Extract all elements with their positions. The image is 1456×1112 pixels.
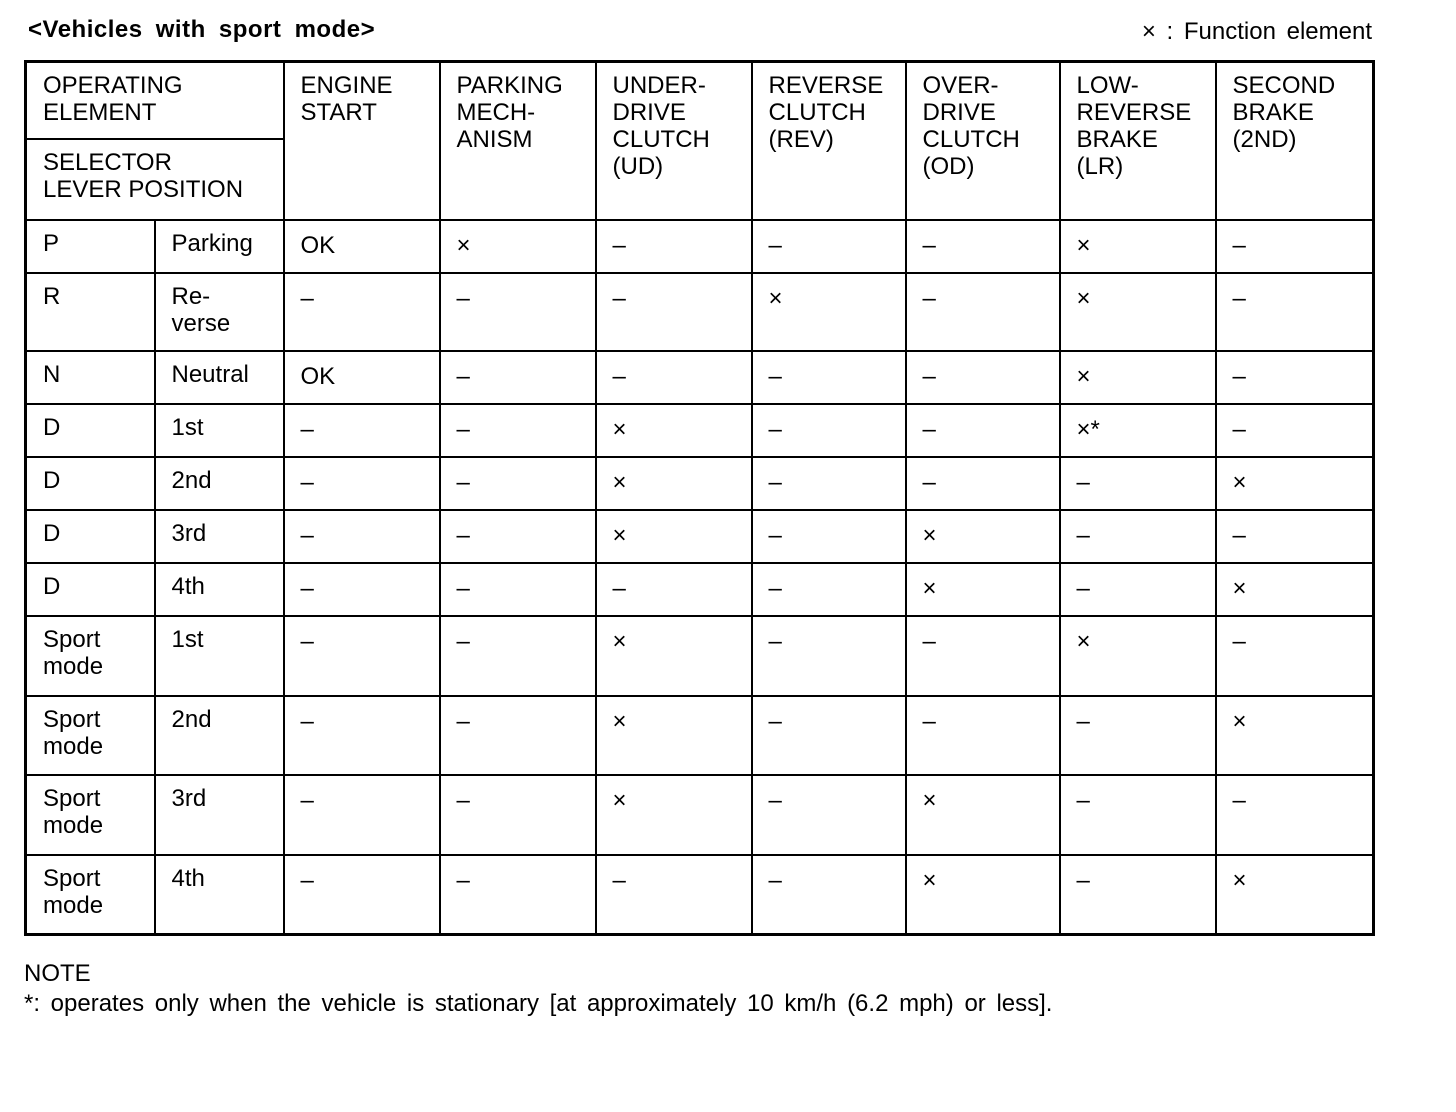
selector-position-cell: P [26,220,155,273]
column-header: LOW- REVERSE BRAKE (LR) [1060,62,1216,220]
header-selector-lever-position: SELECTOR LEVER POSITION [26,139,284,220]
gear-cell: Parking [155,220,284,273]
function-cell: – [906,696,1060,775]
function-cell: – [596,855,752,935]
function-cell: – [1216,510,1374,563]
selector-position-cell: Sport mode [26,855,155,935]
function-cell: OK [284,351,440,404]
table-row [26,563,1374,616]
function-cell: – [440,510,596,563]
function-cell: ×* [1060,404,1216,457]
function-cell: – [752,616,906,696]
function-cell: – [440,351,596,404]
function-cell: OK [284,220,440,273]
function-cell: – [1060,855,1216,935]
note-heading: NOTE [24,960,91,987]
table-row [26,696,1374,775]
function-cell: × [1216,563,1374,616]
function-cell: – [906,457,1060,510]
function-cell: – [440,855,596,935]
selector-position-cell: Sport mode [26,616,155,696]
function-cell: – [1216,273,1374,351]
function-cell: – [1060,775,1216,855]
function-cell: × [752,273,906,351]
function-cell: × [1216,855,1374,935]
function-cell: – [752,351,906,404]
function-cell: – [906,273,1060,351]
header-row-top [26,62,1374,139]
function-cell: – [284,616,440,696]
selector-position-cell: D [26,404,155,457]
function-cell: × [1060,616,1216,696]
column-header: OVER- DRIVE CLUTCH (OD) [906,62,1060,220]
table-row [26,855,1374,935]
function-cell: × [1060,351,1216,404]
function-cell: × [596,510,752,563]
function-cell: – [752,775,906,855]
function-cell: × [906,510,1060,563]
function-cell: – [752,563,906,616]
selector-position-cell: Sport mode [26,696,155,775]
function-cell: – [752,855,906,935]
column-header: REVERSE CLUTCH (REV) [752,62,906,220]
function-cell: – [440,404,596,457]
function-cell: – [906,404,1060,457]
legend-text: × : Function element [1141,18,1372,45]
function-cell: × [1060,273,1216,351]
gear-cell: Neutral [155,351,284,404]
function-cell: × [596,616,752,696]
function-cell: – [1216,616,1374,696]
function-cell: – [284,855,440,935]
function-cell: – [596,351,752,404]
selector-position-cell: N [26,351,155,404]
function-cell: – [440,775,596,855]
function-cell: – [440,563,596,616]
function-cell: × [906,775,1060,855]
function-cell: × [906,563,1060,616]
function-cell: – [440,616,596,696]
column-header: SECOND BRAKE (2ND) [1216,62,1374,220]
function-cell: – [596,220,752,273]
function-cell: – [440,457,596,510]
gear-cell: 4th [155,855,284,935]
selector-position-cell: R [26,273,155,351]
function-cell: × [1216,696,1374,775]
function-cell: – [596,273,752,351]
function-cell: – [752,510,906,563]
table-row [26,404,1374,457]
function-cell: × [1216,457,1374,510]
function-cell: – [906,616,1060,696]
function-cell: – [906,220,1060,273]
note-text: *: operates only when the vehicle is stationary [at approximately 10 km/h (6.2 mph) or less]. [24,990,1053,1017]
table-row [26,351,1374,404]
function-cell: × [906,855,1060,935]
function-cell: – [1216,220,1374,273]
function-cell: – [284,563,440,616]
table-row [26,510,1374,563]
function-cell: – [752,696,906,775]
function-cell: – [1216,404,1374,457]
function-cell: – [284,696,440,775]
function-cell: – [1060,510,1216,563]
function-cell: – [284,457,440,510]
selector-position-cell: D [26,563,155,616]
column-header: PARKING MECH- ANISM [440,62,596,220]
function-cell: – [752,457,906,510]
table-row [26,220,1374,273]
function-cell: – [596,563,752,616]
function-cell: × [596,775,752,855]
table-row [26,775,1374,855]
function-cell: × [596,404,752,457]
gear-cell: 2nd [155,696,284,775]
column-header: UNDER- DRIVE CLUTCH (UD) [596,62,752,220]
header-operating-element: OPERATING ELEMENT [26,62,284,139]
function-cell: – [284,273,440,351]
function-cell: × [440,220,596,273]
function-cell: – [284,510,440,563]
function-cell: – [1060,696,1216,775]
gear-cell: 3rd [155,775,284,855]
function-cell: – [906,351,1060,404]
function-cell: – [1216,775,1374,855]
table-row [26,457,1374,510]
selector-position-cell: D [26,510,155,563]
function-cell: – [1060,457,1216,510]
function-cell: × [1060,220,1216,273]
function-cell: – [752,220,906,273]
operating-element-table [24,60,1375,936]
gear-cell: 1st [155,404,284,457]
function-cell: – [440,273,596,351]
table-row [26,273,1374,351]
gear-cell: 3rd [155,510,284,563]
function-cell: × [596,696,752,775]
gear-cell: Re- verse [155,273,284,351]
selector-position-cell: Sport mode [26,775,155,855]
function-cell: – [284,775,440,855]
page-title: <Vehicles with sport mode> [28,16,376,43]
function-cell: – [1216,351,1374,404]
gear-cell: 1st [155,616,284,696]
gear-cell: 2nd [155,457,284,510]
function-cell: × [596,457,752,510]
column-header: ENGINE START [284,62,440,220]
function-cell: – [440,696,596,775]
gear-cell: 4th [155,563,284,616]
function-cell: – [284,404,440,457]
function-cell: – [752,404,906,457]
table-row [26,616,1374,696]
selector-position-cell: D [26,457,155,510]
function-cell: – [1060,563,1216,616]
